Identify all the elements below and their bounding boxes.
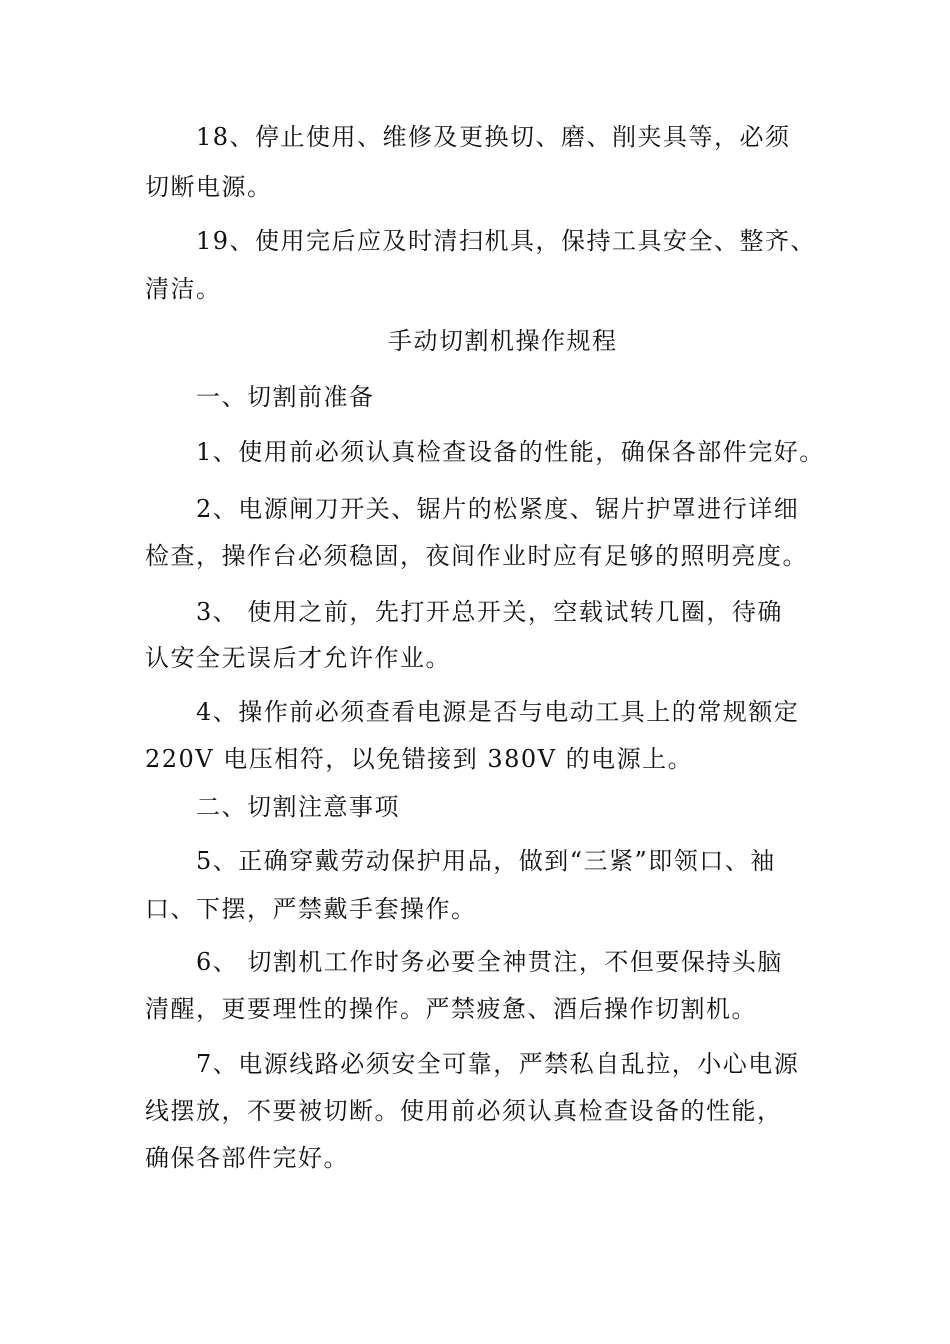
item-6-line-2: 清醒，更要理性的操作。严禁疲惫、酒后操作切割机。: [145, 995, 757, 1023]
item-2-line-2: 检查，操作台必须稳固，夜间作业时应有足够的照明亮度。: [145, 542, 808, 570]
part1-heading: 一、切割前准备: [196, 383, 375, 411]
item-6-line-1: 6、 切割机工作时务必要全神贯注，不但要保持头脑: [196, 948, 783, 976]
part2-heading: 二、切割注意事项: [196, 793, 400, 821]
item-7-line-3: 确保各部件完好。: [145, 1144, 349, 1172]
item-5-line-1: 5、正确穿戴劳动保护用品，做到“三紧”即领口、袖: [196, 847, 776, 875]
section-title: 手动切割机操作规程: [388, 327, 618, 355]
item-2-line-1: 2、电源闸刀开关、锯片的松紧度、锯片护罩进行详细: [196, 495, 800, 523]
item-18-line-2: 切断电源。: [145, 173, 273, 201]
item-4-line-1: 4、操作前必须查看电源是否与电动工具上的常规额定: [196, 698, 800, 726]
item-18-line-1: 18、停止使用、维修及更换切、磨、削夹具等，必须: [196, 123, 791, 151]
item-4-line-2: 220V 电压相符，以免错接到 380V 的电源上。: [145, 745, 694, 773]
item-7-line-1: 7、电源线路必须安全可靠，严禁私自乱拉，小心电源: [196, 1050, 800, 1078]
item-5-line-2: 口、下摆，严禁戴手套操作。: [145, 895, 477, 923]
item-3-line-1: 3、 使用之前，先打开总开关，空载试转几圈，待确: [196, 598, 783, 626]
item-1-line-1: 1、使用前必须认真检查设备的性能，确保各部件完好。: [196, 438, 825, 466]
item-7-line-2: 线摆放，不要被切断。使用前必须认真检查设备的性能，: [145, 1097, 783, 1125]
item-19-line-1: 19、使用完后应及时清扫机具，保持工具安全、整齐、: [196, 227, 817, 255]
item-19-line-2: 清洁。: [145, 275, 222, 303]
item-3-line-2: 认安全无误后才允许作业。: [145, 644, 451, 672]
